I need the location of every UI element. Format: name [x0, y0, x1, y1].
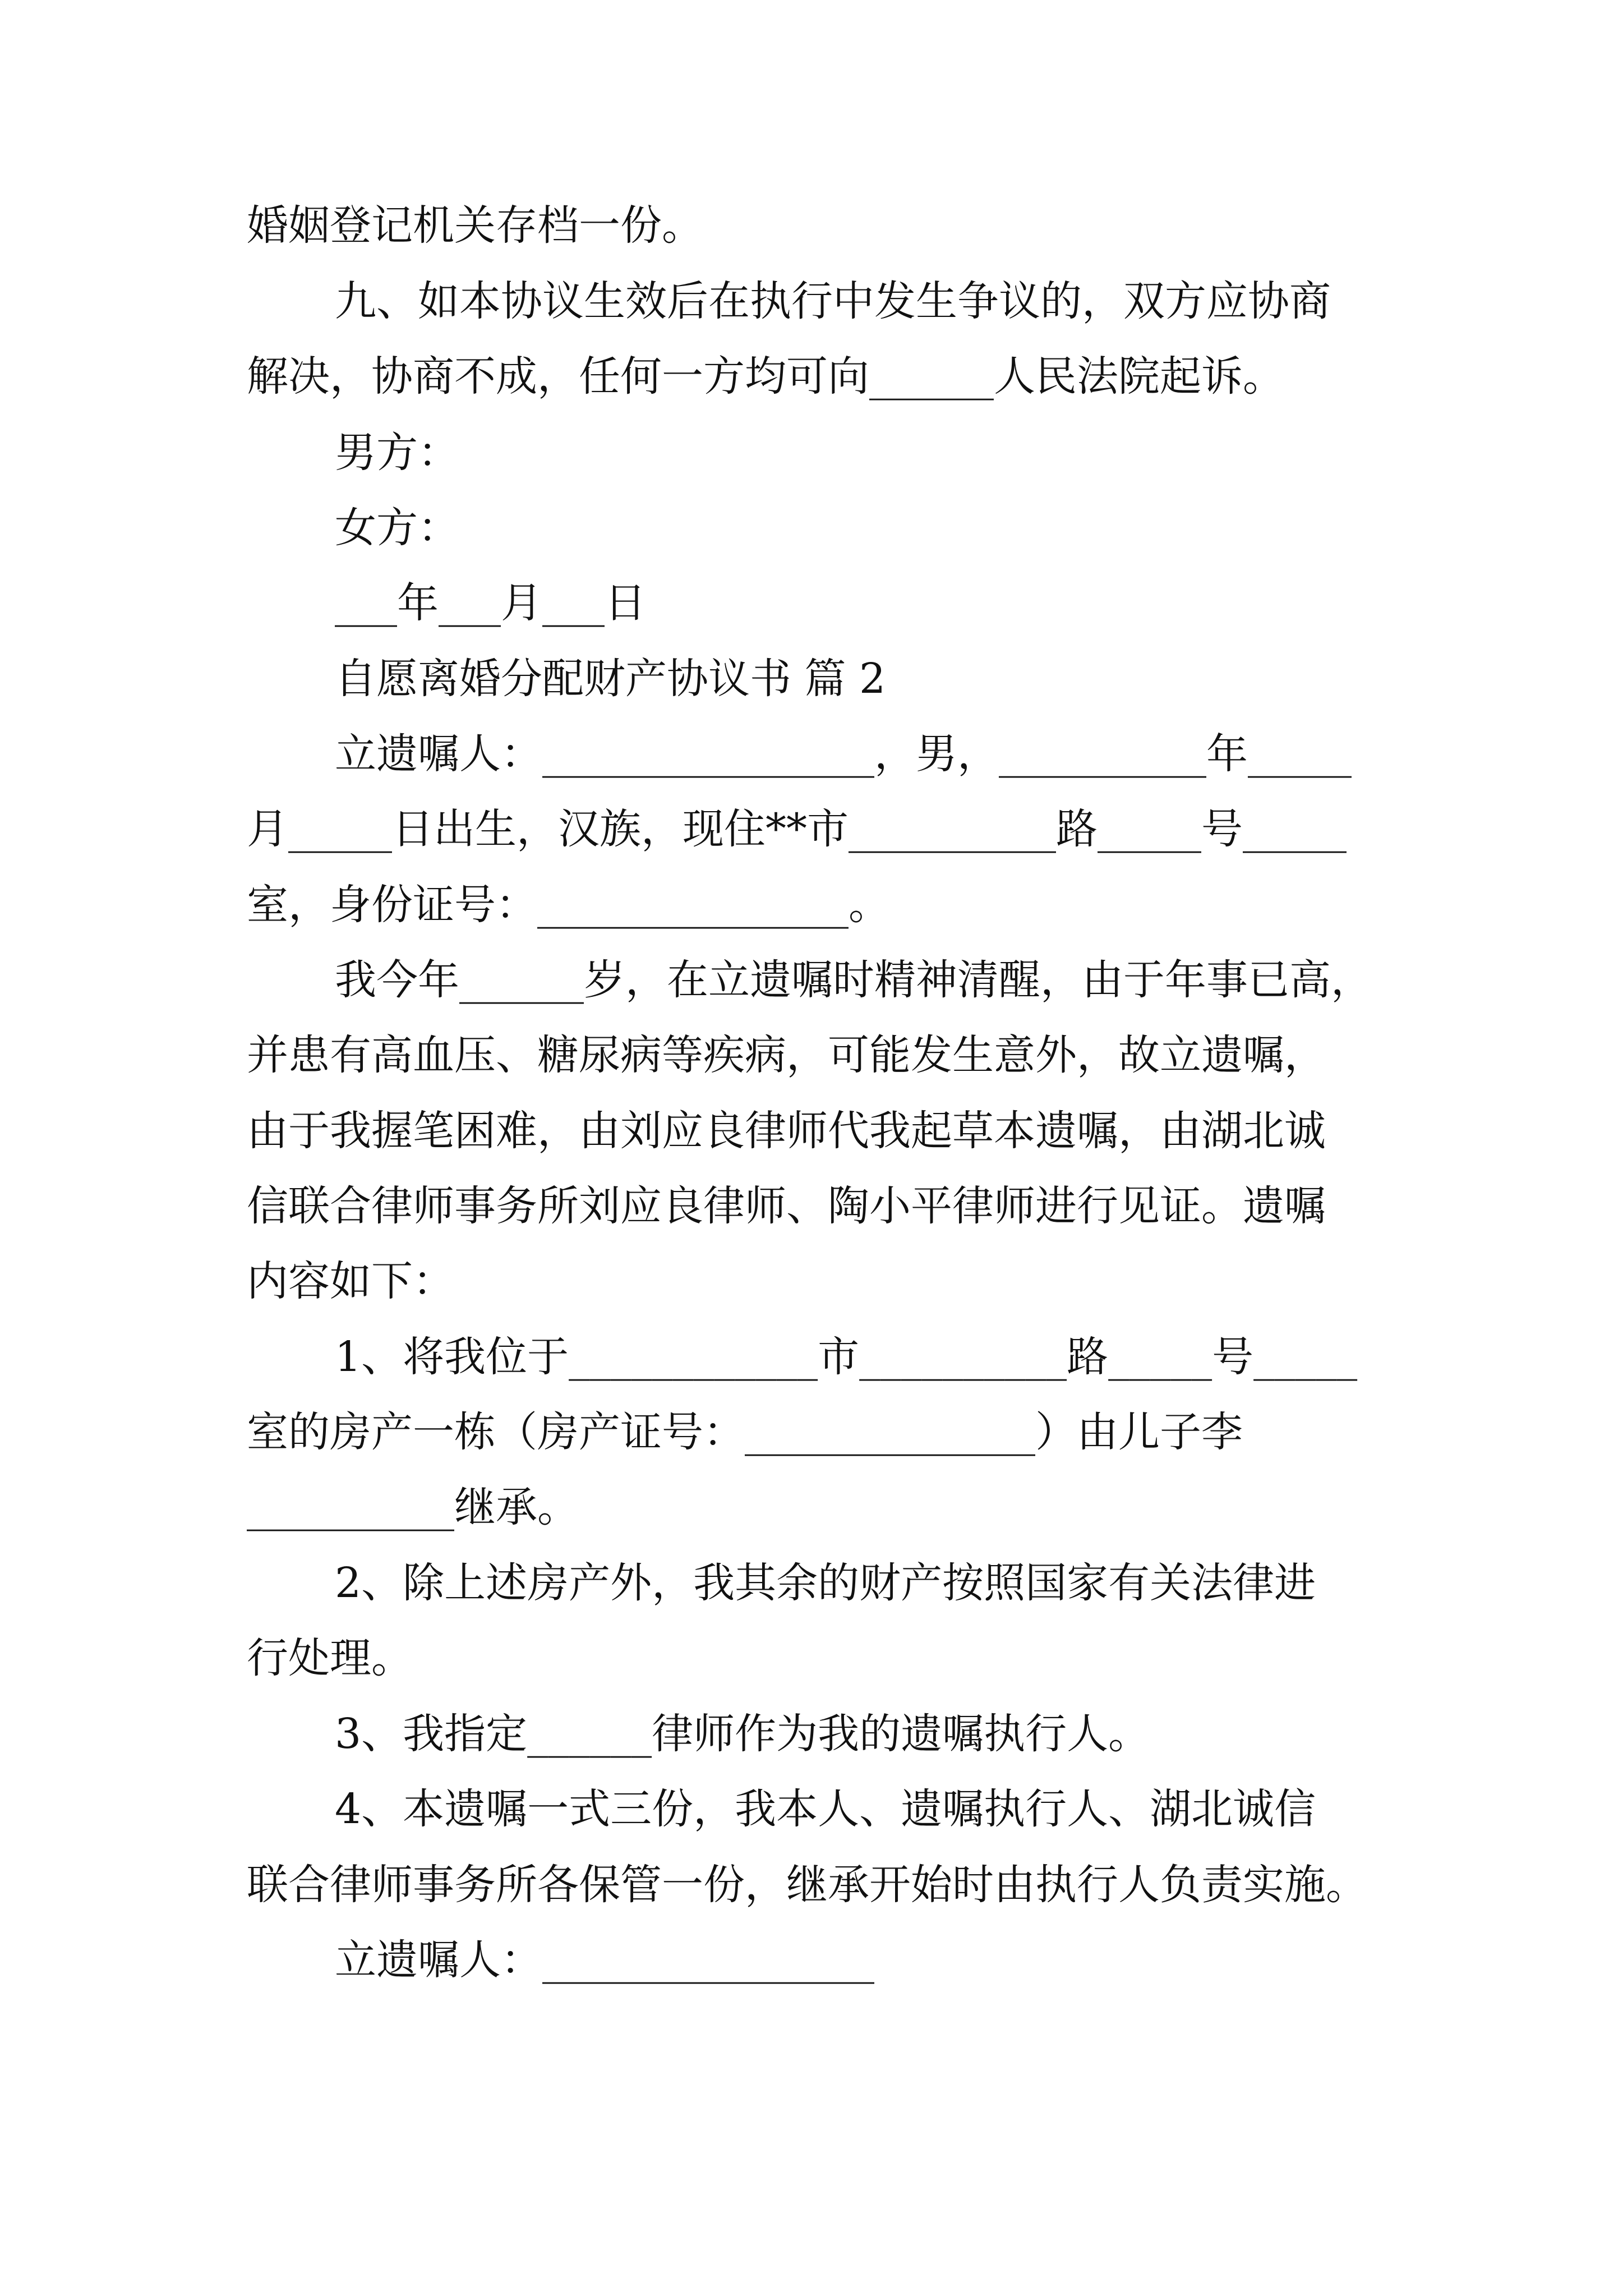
text-line: 女方：: [335, 504, 459, 552]
text-line: 我今年______岁，在立遗嘱时精神清醒，由于年事已高，: [335, 956, 1372, 1004]
text-line: 4、本遗嘱一式三份，我本人、遗嘱执行人、湖北诚信: [335, 1785, 1316, 1833]
text-line: 立遗嘱人：________________: [335, 1936, 874, 1984]
text-line: 内容如下：: [247, 1257, 454, 1305]
text-line: 由于我握笔困难，由刘应良律师代我起草本遗嘱，由湖北诚: [247, 1107, 1326, 1155]
text-line: 并患有高血压、糖尿病等疾病，可能发生意外，故立遗嘱，: [247, 1031, 1326, 1079]
text-line: 立遗嘱人：________________，男，__________年_____: [335, 730, 1352, 778]
text-line: ___年___月___日: [335, 579, 646, 627]
section-title: 自愿离婚分配财产协议书 篇 2: [335, 655, 886, 703]
text-line: 联合律师事务所各保管一份，继承开始时由执行人负责实施。: [247, 1861, 1367, 1909]
text-line: 月_____日出生，汉族，现住**市__________路_____号_____: [247, 805, 1347, 853]
text-line: 婚姻登记机关存档一份。: [247, 201, 703, 250]
text-line: 行处理。: [247, 1634, 413, 1682]
text-line: 解决，协商不成，任何一方均可向______人民法院起诉。: [247, 352, 1284, 401]
text-line: 九、如本协议生效后在执行中发生争议的，双方应协商: [335, 277, 1331, 325]
text-line: 室的房产一栋（房产证号：______________）由儿子李: [247, 1408, 1243, 1456]
text-line: 3、我指定______律师作为我的遗嘱执行人。: [335, 1710, 1150, 1758]
text-line: __________继承。: [247, 1483, 579, 1531]
text-line: 男方：: [335, 429, 459, 477]
text-line: 室，身份证号：_______________。: [247, 881, 890, 929]
text-line: 1、将我位于____________市__________路_____号_____: [335, 1333, 1358, 1381]
text-line: 2、除上述房产外，我其余的财产按照国家有关法律进: [335, 1559, 1316, 1607]
text-line: 信联合律师事务所刘应良律师、陶小平律师进行见证。遗嘱: [247, 1182, 1326, 1230]
